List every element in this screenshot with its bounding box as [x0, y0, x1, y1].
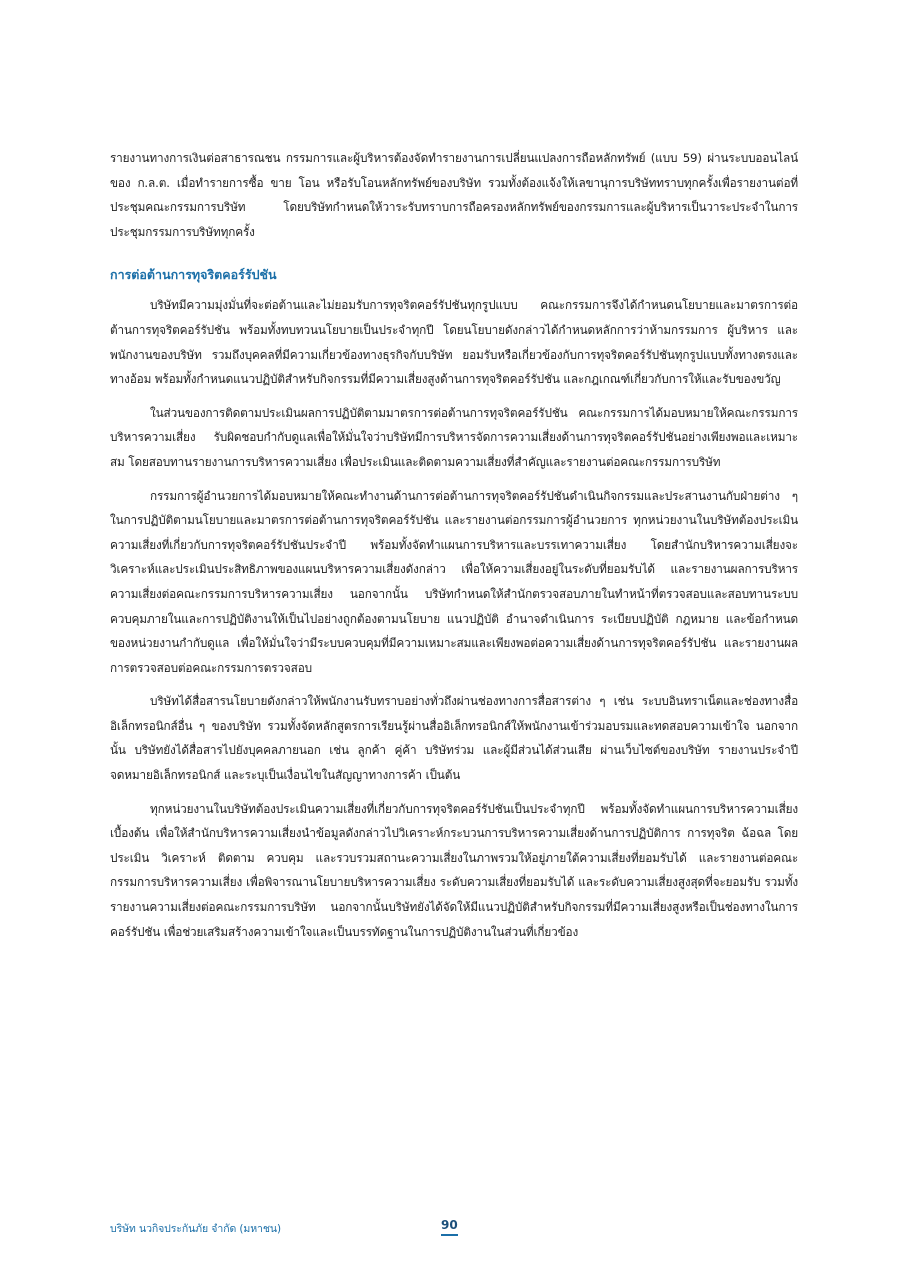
- section-heading: การต่อต้านการทุจริตคอร์รัปชัน: [110, 267, 277, 283]
- body-paragraph: บริษัทมีความมุ่งมั่นที่จะต่อต้านและไม่ยอมรับการทุจริตคอร์รัปชันทุกรูปแบบ คณะกรรมการจึงได้กำหนดนโยบายและมาตรการต่อต้านการทุจริตคอร์รัปชัน พร้อมทั้งทบทวนนโยบายเป็นประจำทุกปี โดยนโยบายดังกล่าวได้กำหนดหลักการว่าห้ามกรรมการ ผู้บริหาร และพนักงานของบริษัท รวมถึงบุคคลที่มีความเกี่ยวข้องทางธุรกิจกับบริษัท ยอมรับหรือเกี่ยวข้องกับการทุจริตคอร์รัปชันทุกรูปแบบทั้งทางตรงและทางอ้อม พร้อมทั้งกำหนดแนวปฏิบัติสำหรับกิจกรรมที่มีความเสี่ยงสูงด้านการทุจริตคอร์รัปชัน และกฎเกณฑ์เกี่ยวกับการให้และรับของขวัญ: [110, 298, 798, 387]
- body-paragraph: ทุกหน่วยงานในบริษัทต้องประเมินความเสี่ยงที่เกี่ยวกับการทุจริตคอร์รัปชันเป็นประจำทุกปี พร้อมทั้งจัดทำแผนการบริหารความเสี่ยงเบื้องต้น เพื่อให้สำนักบริหารความเสี่ยงนำข้อมูลดังกล่าวไปวิเคราะห์กระบวนการบริหารความเสี่ยงด้านการปฏิบัติการ การทุจริต ฉ้อฉล โดยประเมิน วิเคราะห์ ติดตาม ควบคุม และรวบรวมสถานะความเสี่ยงในภาพรวมให้อยู่ภายใต้ความเสี่ยงที่ยอมรับได้ และรายงานต่อคณะกรรมการบริหารความเสี่ยง เพื่อพิจารณานโยบายบริหารความเสี่ยง ระดับความเสี่ยงที่ยอมรับได้ และระดับความเสี่ยงสูงสุดที่จะยอมรับ รวมทั้งรายงานความเสี่ยงต่อคณะกรรมการบริษัท นอกจากนั้นบริษัทยังได้จัดให้มีแนวปฏิบัติสำหรับกิจกรรมที่มีความเสี่ยงสูงหรือเป็นช่องทางในการคอร์รัปชัน เพื่อช่วยเสริมสร้างความเข้าใจและเป็นบรรทัดฐานในการปฏิบัติงานในส่วนที่เกี่ยวข้อง: [110, 801, 798, 939]
- body-paragraph: กรรมการผู้อำนวยการได้มอบหมายให้คณะทำงานด้านการต่อต้านการทุจริตคอร์รัปชันดำเนินกิจกรรมและประสานงานกับฝ่ายต่าง ๆ ในการปฏิบัติตามนโยบายและมาตรการต่อต้านการทุจริตคอร์รัปชัน และรายงานต่อกรรมการผู้อำนวยการ ทุกหน่วยงานในบริษัทต้องประเมินความเสี่ยงที่เกี่ยวกับการทุจริตคอร์รัปชันประจำปี พร้อมทั้งจัดทำแผนการบริหารและบรรเทาความเสี่ยง โดยสำนักบริหารความเสี่ยงจะวิเคราะห์และประเมินประสิทธิภาพของแผนบริหารความเสี่ยงดังกล่าว เพื่อให้ความเสี่ยงอยู่ในระดับที่ยอมรับได้ และรายงานผลการบริหารความเสี่ยงต่อคณะกรรมการบริหารความเสี่ยง นอกจากนั้น บริษัทกำหนดให้สำนักตรวจสอบภายในทำหน้าที่ตรวจสอบและสอบทานระบบควบคุมภายในและการปฏิบัติงานให้เป็นไปอย่างถูกต้องตามนโยบาย แนวปฏิบัติ อำนาจดำเนินการ ระเบียบปฏิบัติ กฎหมาย และข้อกำหนดของหน่วยงานกำกับดูแล เพื่อให้มั่นใจว่ามีระบบควบคุมที่มีความเหมาะสมและเพียงพอต่อความเสี่ยงด้านการทุจริตคอร์รัปชัน และรายงานผลการตรวจสอบต่อคณะกรรมการตรวจสอบ: [110, 488, 798, 675]
- footer-company-name: บริษัท นวกิจประกันภัย จำกัด (มหาชน): [110, 1223, 281, 1235]
- body-paragraph: บริษัทได้สื่อสารนโยบายดังกล่าวให้พนักงานรับทราบอย่างทั่วถึงผ่านช่องทางการสื่อสารต่าง ๆ เช่น ระบบอินทราเน็ตและช่องทางสื่ออิเล็กทรอนิกส์อื่น ๆ ของบริษัท รวมทั้งจัดหลักสูตรการเรียนรู้ผ่านสื่ออิเล็กทรอนิกส์ให้พนักงานเข้าร่วมอบรมและทดสอบความเข้าใจ นอกจากนั้น บริษัทยังได้สื่อสารไปยังบุคคลภายนอก เช่น ลูกค้า คู่ค้า บริษัทร่วม และผู้มีส่วนได้ส่วนเสีย ผ่านเว็บไซต์ของบริษัท รายงานประจำปี จดหมายอิเล็กทรอนิกส์ และระบุเป็นเงื่อนไขในสัญญาทางการค้า เป็นต้น: [110, 694, 798, 783]
- page-footer: [110, 1216, 798, 1240]
- body-paragraph: ในส่วนของการติดตามประเมินผลการปฏิบัติตามมาตรการต่อต้านการทุจริตคอร์รัปชัน คณะกรรมการได้มอบหมายให้คณะกรรมการบริหารความเสี่ยง รับผิดชอบกำกับดูแลเพื่อให้มั่นใจว่าบริษัทมีการบริหารจัดการความเสี่ยงด้านการทุจริตคอร์รัปชันอย่างเพียงพอและเหมาะสม โดยสอบทานรายงานการบริหารความเสี่ยง เพื่อประเมินและติดตามความเสี่ยงที่สำคัญและรายงานต่อคณะกรรมการบริษัท: [110, 405, 798, 469]
- page-number: 90: [441, 1218, 458, 1236]
- page-content: [110, 146, 798, 944]
- intro-paragraph: รายงานทางการเงินต่อสาธารณชน กรรมการและผู้บริหารต้องจัดทำรายงานการเปลี่ยนแปลงการถือหลักทรัพย์ (แบบ 59) ผ่านระบบออนไลน์ของ ก.ล.ต. เมื่อทำรายการซื้อ ขาย โอน หรือรับโอนหลักทรัพย์ของบริษัท รวมทั้งต้องแจ้งให้เลขานุการบริษัททราบทุกครั้งเพื่อรายงานต่อที่ประชุมคณะกรรมการบริษัท โดยบริษัทกำหนดให้วาระรับทราบการถือครองหลักทรัพย์ของกรรมการและผู้บริหารเป็นวาระประจำในการประชุมกรรมการบริษัททุกครั้ง: [110, 151, 798, 239]
